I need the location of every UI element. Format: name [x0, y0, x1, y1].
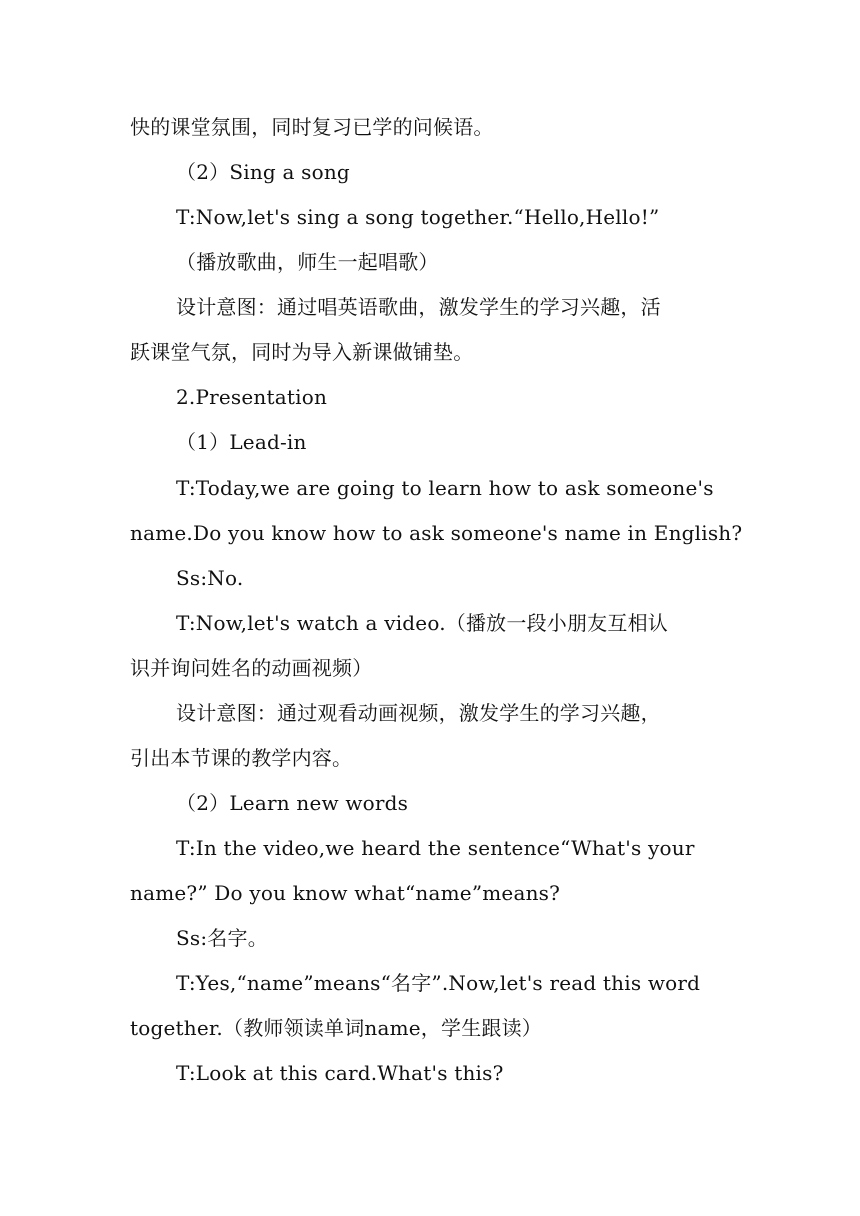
- section-heading: （2）Sing a song: [176, 160, 350, 184]
- text-line: T:Yes,“name”means“名字”.Now,let's read this word: [176, 971, 701, 995]
- text-line: 快的课堂氛围，同时复习已学的问候语。: [130, 115, 494, 139]
- section-heading: （2）Learn new words: [176, 791, 409, 815]
- text-line: 识并询问姓名的动画视频）: [130, 656, 373, 680]
- text-line: Ss:名字。: [176, 926, 268, 950]
- text-line: （播放歌曲，师生一起唱歌）: [176, 250, 439, 274]
- text-line: T:Now,let's sing a song together.“Hello,Hello!”: [176, 205, 660, 229]
- text-line: T:Today,we are going to learn how to ask someone's: [176, 476, 714, 500]
- text-line: 跃课堂气氛，同时为导入新课做铺垫。: [130, 340, 474, 364]
- text-line: name?” Do you know what“name”means?: [130, 881, 561, 905]
- text-line: Ss:No.: [176, 566, 244, 590]
- text-line: T:Now,let's watch a video.（播放一段小朋友互相认: [176, 611, 668, 635]
- text-line: T:Look at this card.What's this?: [176, 1061, 504, 1085]
- text-line: 引出本节课的教学内容。: [130, 746, 353, 770]
- text-line: 设计意图：通过唱英语歌曲，激发学生的学习兴趣，活: [176, 295, 661, 319]
- section-heading: （1）Lead-in: [176, 430, 307, 454]
- section-heading: 2.Presentation: [176, 385, 328, 409]
- text-line: 设计意图：通过观看动画视频，激发学生的学习兴趣，: [176, 701, 661, 725]
- text-line: T:In the video,we heard the sentence“What's your: [176, 836, 695, 860]
- text-line: name.Do you know how to ask someone's name in English?: [130, 521, 743, 545]
- text-line: together.（教师领读单词name，学生跟读）: [130, 1016, 542, 1040]
